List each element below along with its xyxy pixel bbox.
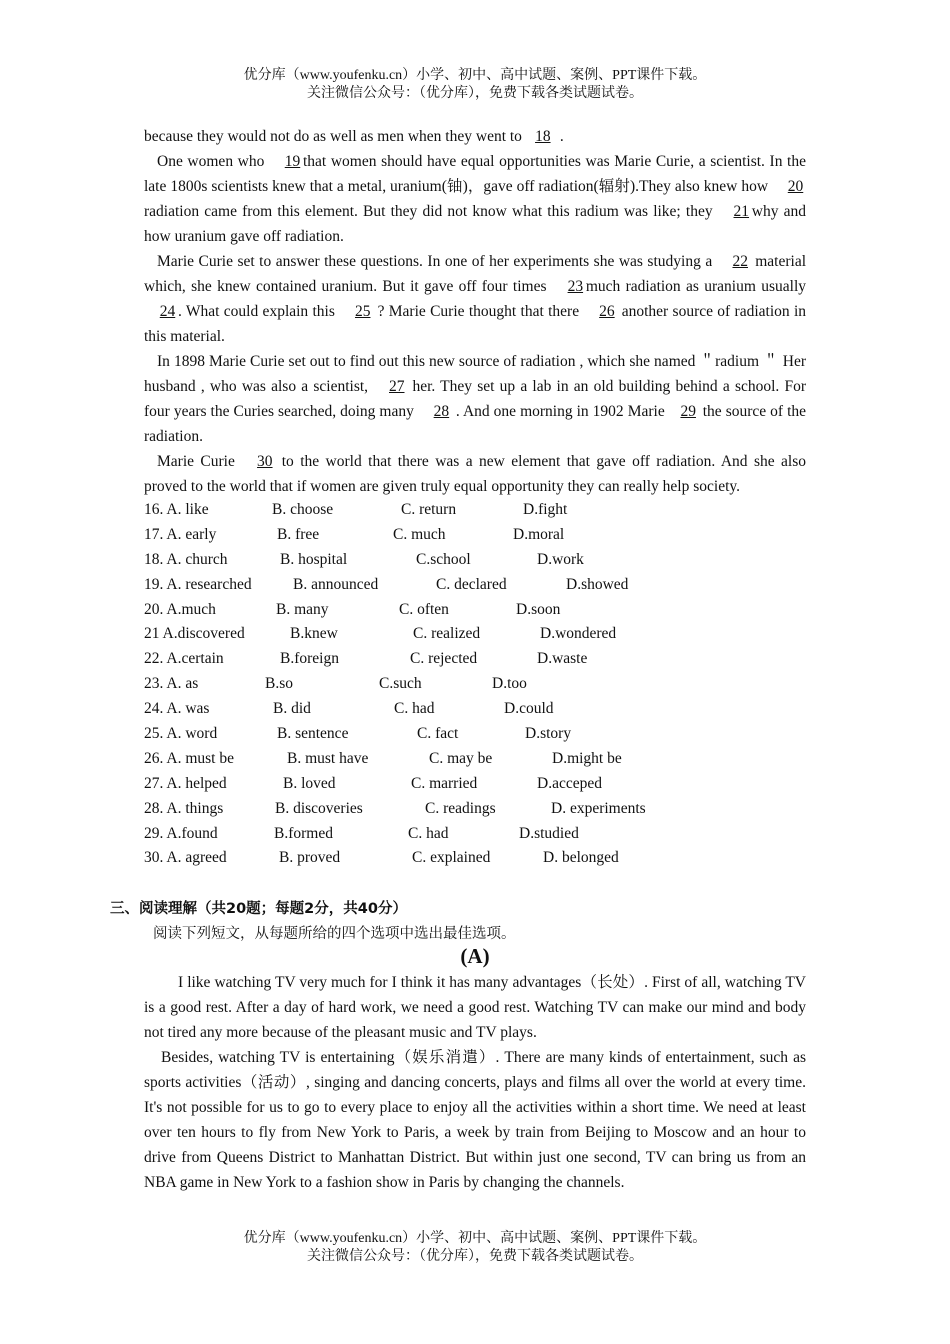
option-a: 25. A. word (144, 725, 218, 743)
blank-19: 19 (284, 153, 301, 170)
text: radiation came from this element. But they did not know what this radium was like; they (144, 203, 713, 220)
passage-paragraph-1: I like watching TV very much for I think it has many advantages（长处）. First of all, watching TV is a good rest. After a day of hard work, we need a good rest. Watching TV can make our mind and body not tired any more because of the pleasant music and TV plays. (144, 974, 806, 1041)
option-c: C. fact (417, 725, 459, 743)
option-a: 24. A. was (144, 700, 210, 718)
passage-title: (A) (460, 944, 490, 968)
option-a: 20. A.much (144, 600, 216, 618)
option-a: 16. A. like (144, 501, 209, 518)
text: that women should have equal opportunities was Marie Curie, a scientist. In the late 1800s scientists knew that a metal, uranium(铀)，gave off radiation(辐射).They also knew how (144, 153, 806, 195)
section-title: 三、阅读理解（共20题；每题2分，共40分） (110, 901, 407, 917)
blank-26: 26 (599, 303, 615, 320)
option-c: C. often (399, 600, 449, 618)
text: material which, she knew contained uranium. But it gave off four times (144, 253, 807, 295)
option-a: 19. A. researched (144, 575, 252, 593)
option-d: D.might be (552, 749, 622, 767)
option-b: B. sentence (277, 725, 349, 743)
page-footer (0, 1230, 950, 1266)
blank-25: 25 (354, 303, 371, 320)
option-b: B.knew (290, 625, 338, 643)
option-d: D.studied (519, 824, 579, 842)
blank-24: 24 (159, 303, 176, 320)
option-d: D. belonged (543, 849, 619, 867)
option-c: C. readings (425, 799, 496, 817)
blank-21: 21 (733, 203, 750, 220)
option-c: C. return (401, 501, 457, 518)
text: her. They set up a lab in an old building behind a school. For four years the Curies searched, doing many (144, 378, 807, 420)
option-c: C. declared (436, 575, 507, 593)
text: to the world that there was a new element that gave off radiation. And she also proved to the world that if women are given truly equal opportunity they can really help society. (144, 453, 807, 495)
option-b: B.so (265, 675, 293, 693)
text: . (559, 128, 564, 145)
option-b: B. must have (287, 749, 369, 767)
option-b: B. announced (293, 575, 379, 593)
text: much radiation as uranium usually (585, 278, 806, 295)
option-a: 29. A.found (144, 824, 218, 842)
cloze-paragraph-2 (144, 149, 806, 249)
page-header (0, 67, 950, 103)
option-c: C.such (379, 675, 422, 693)
text: . And one morning in 1902 Marie (455, 403, 665, 420)
blank-18: 18 (535, 128, 551, 145)
text: ? Marie Curie thought that there (377, 303, 580, 320)
option-c: C. may be (429, 749, 493, 767)
text: Marie Curie (157, 453, 235, 470)
option-a: 23. A. as (144, 675, 199, 693)
option-a: 21 A.discovered (144, 625, 245, 643)
footer-line-1: 优分库（www.youfenku.cn）小学、初中、高中试题、案例、PPT课件下载。 (243, 1231, 707, 1246)
option-d: D.work (537, 550, 584, 568)
cloze-paragraph-1 (144, 124, 806, 149)
text: the source of the radiation. (144, 403, 807, 445)
text: One women who (157, 153, 265, 170)
option-a: 28. A. things (144, 799, 224, 817)
blank-27: 27 (389, 378, 405, 395)
option-d: D.fight (523, 501, 568, 518)
option-c: C. had (408, 824, 449, 842)
option-a: 27. A. helped (144, 774, 227, 792)
option-a: 17. A. early (144, 525, 217, 543)
option-c: C. explained (412, 849, 491, 867)
option-d: D.waste (537, 650, 588, 668)
option-b: B. free (277, 525, 320, 543)
passage-paragraph-2: Besides, watching TV is entertaining（娱乐消遣）. There are many kinds of entertainment, such as sports activities（活动）, singing and dancing concerts, plays and films all over the world at every time. It's not possible for us to go to every place to enjoy all the activities within a short time. We need at least over ten hours to fly from New York to Paris, a week by train from Beijing to Moscow and an hour to drive from Queens District to Manhattan District. But within just one second, TV can bring us from an NBA game in New York to a fashion show in Paris by changing the channels. (144, 1049, 806, 1191)
option-c: C. rejected (410, 650, 478, 668)
text: because they would not do as well as men when they went to (144, 128, 522, 145)
option-b: B. many (276, 600, 329, 618)
option-b: B. choose (272, 501, 334, 518)
text: In 1898 Marie Curie set out to find out this new source of radiation , which she named ＂radium ＂ Her husband , who was also a scientist, (144, 353, 806, 395)
option-d: D.acceped (537, 774, 602, 792)
reading-passage-a (144, 970, 806, 1195)
blank-29: 29 (680, 403, 696, 420)
option-b: B. proved (279, 849, 341, 867)
option-b: B. loved (283, 774, 336, 792)
footer-line-2: 关注微信公众号：（优分库），免费下载各类试题试卷。 (307, 1249, 643, 1264)
option-c: C. married (411, 774, 478, 792)
option-d: D.too (492, 675, 527, 693)
blank-30: 30 (257, 453, 273, 470)
text: . What could explain this (178, 303, 335, 320)
option-a: 26. A. must be (144, 749, 234, 767)
cloze-passage (144, 124, 806, 499)
option-c: C. had (394, 700, 435, 718)
header-line-2: 关注微信公众号：（优分库），免费下载各类试题试卷。 (307, 86, 643, 101)
option-b: B.foreign (280, 650, 339, 668)
section-instruction: 阅读下列短文，从每题所给的四个选项中选出最佳选项。 (153, 926, 516, 942)
cloze-paragraph-5 (144, 449, 806, 499)
header-line-1: 优分库（www.youfenku.cn）小学、初中、高中试题、案例、PPT课件下载。 (243, 68, 707, 83)
text: Marie Curie set to answer these questions. In one of her experiments she was studying a (157, 253, 713, 270)
option-d: D.moral (513, 525, 565, 543)
blank-23: 23 (567, 278, 584, 295)
option-c: C.school (416, 550, 471, 568)
option-b: B. hospital (280, 550, 348, 568)
option-c: C. realized (413, 625, 481, 643)
option-d: D.wondered (540, 625, 617, 643)
text: another source of radiation in this material. (144, 303, 807, 345)
blank-22: 22 (732, 253, 748, 270)
option-d: D.showed (566, 575, 629, 593)
option-a: 30. A. agreed (144, 849, 227, 867)
option-d: D.could (504, 700, 554, 718)
option-a: 18. A. church (144, 550, 228, 568)
option-d: D. experiments (551, 799, 646, 817)
option-b: B. discoveries (275, 799, 363, 817)
blank-28: 28 (433, 403, 450, 420)
cloze-paragraph-3 (144, 249, 806, 349)
option-a: 22. A.certain (144, 650, 224, 668)
option-c: C. much (393, 525, 446, 543)
option-b: B. did (273, 700, 311, 718)
text: why and how uranium gave off radiation. (144, 203, 807, 245)
option-d: D.story (525, 725, 572, 743)
cloze-paragraph-4 (144, 349, 806, 449)
option-d: D.soon (516, 600, 561, 618)
blank-20: 20 (787, 178, 804, 195)
option-b: B.formed (274, 824, 333, 842)
